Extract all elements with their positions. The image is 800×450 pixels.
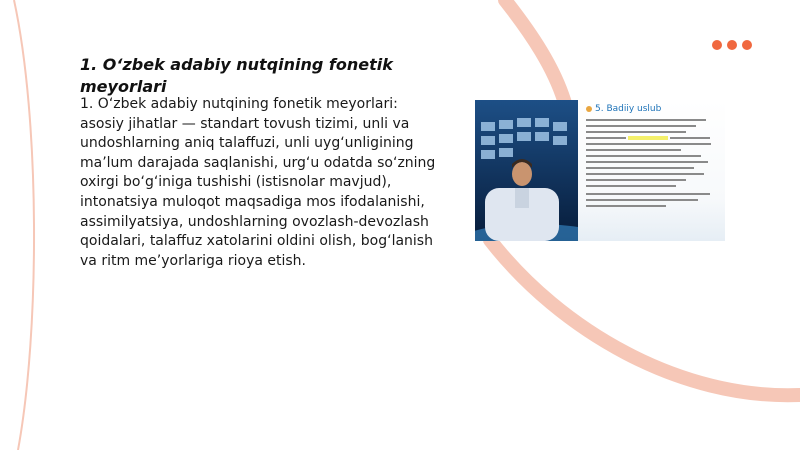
panel-text-lines — [586, 117, 717, 230]
slide-body-text: 1. O‘zbek adabiy nutqining fonetik meyorlari: asosiy jihatlar — standart tovush tizimi, unli va undoshlarning aniq talaffuzi, unli uyg‘unligining ma’lum darajada saqlanishi, urg‘u odatda so‘zning oxirgi bo‘g‘iniga tushishi (istisnolar mavjud), intonatsiya muloqot maqsadiga mos ifodalanishi, assimilyatsiya, undoshlarning ovozlash-devozlash qoidalari, talaffuz xatolarini oldini olish, bog‘lanish va ritm me’yorlariga rioya etish. — [80, 96, 436, 269]
slide-title: 1. O‘zbek adabiy nutqining fonetik meyorlari — [80, 55, 393, 96]
dot — [742, 40, 752, 50]
panel-title: 5. Badiiy uslub — [586, 104, 720, 114]
video-thumbnail — [475, 100, 725, 241]
dot — [712, 40, 722, 50]
dots-menu-icon — [712, 40, 752, 50]
dot — [727, 40, 737, 50]
slide-preview-panel — [578, 100, 725, 241]
